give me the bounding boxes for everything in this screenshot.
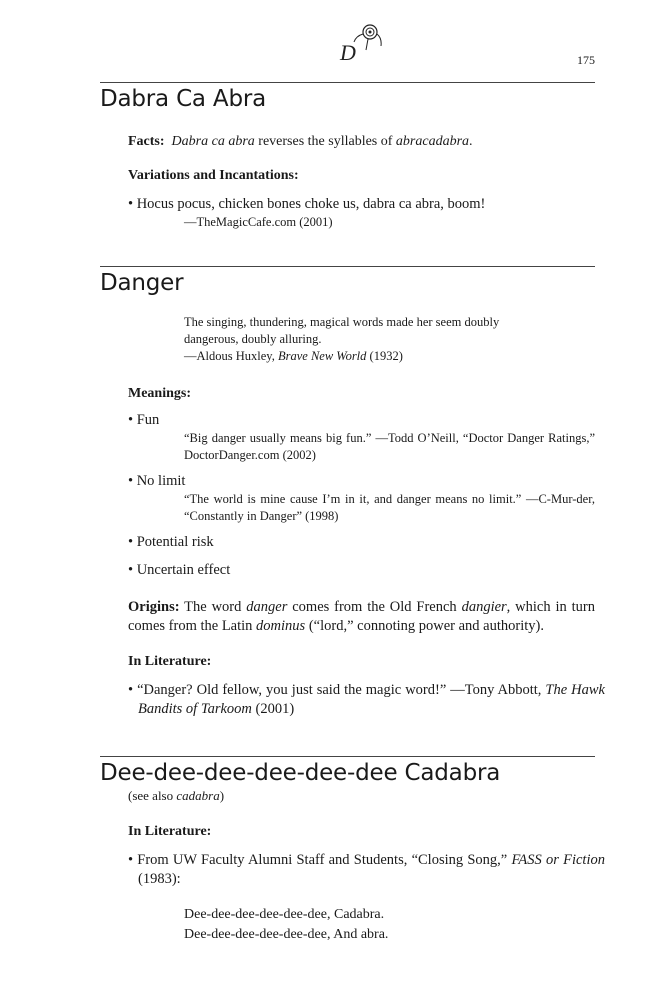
- section-divider: [100, 82, 595, 83]
- entry-title-deedee: Dee-dee-dee-dee-dee-dee Cadabra: [100, 760, 501, 786]
- origins-term: danger: [246, 599, 288, 615]
- facts-end: .: [469, 134, 473, 149]
- meaning-quote: “Big danger usually means big fun.” —Todd O’Neill, “Doctor Danger Ratings,” DoctorDanger.com (2002): [184, 431, 595, 462]
- origins-term: dominus: [256, 618, 306, 634]
- literature-year: (1983):: [138, 871, 181, 887]
- entry-title-danger: Danger: [100, 270, 184, 296]
- literature-title: The Hawk Bandits of Tarkoom: [138, 682, 605, 717]
- meaning-item: • Fun: [128, 412, 160, 428]
- attr-author: —Aldous Huxley,: [184, 349, 278, 363]
- origins-text: comes from the Old French: [287, 599, 462, 615]
- literature-label: [128, 652, 595, 671]
- origins-text: , which in turn comes from the Latin: [128, 599, 595, 634]
- epigraph-attribution: [184, 348, 595, 365]
- origins-paragraph: [128, 598, 595, 636]
- literature-text: • “Danger? Old fellow, you just said the magic word!” —Tony Abbott,: [128, 682, 546, 698]
- meaning-item: • Potential risk: [128, 534, 214, 550]
- variation-source: —TheMagicCafe.com (2001): [184, 215, 333, 229]
- literature-label-text: In Literature:: [128, 824, 212, 839]
- epigraph: [184, 314, 595, 365]
- meanings-label-text: Meanings:: [128, 386, 191, 401]
- literature-label-text: In Literature:: [128, 654, 212, 669]
- see-also-term: cadabra: [176, 788, 220, 803]
- verse: [184, 905, 595, 945]
- ornament-letter: D: [340, 40, 356, 64]
- attr-year: (1932): [366, 349, 403, 363]
- letter-d-ornament-icon: [336, 22, 388, 64]
- page-number: 175: [577, 53, 595, 67]
- facts-term-2: abracadabra: [395, 134, 470, 149]
- literature-item: [128, 851, 605, 889]
- section-divider: [100, 756, 595, 757]
- meanings-label: [128, 384, 595, 403]
- meaning-item: • No limit: [128, 473, 186, 489]
- facts-paragraph: [128, 132, 595, 151]
- variations-label-text: Variations and Incantations:: [128, 168, 299, 183]
- entry-title-dabra: Dabra Ca Abra: [100, 86, 267, 112]
- facts-label: Facts:: [128, 134, 165, 149]
- section-divider: [100, 266, 595, 267]
- literature-item: [128, 681, 605, 719]
- literature-label: [128, 822, 595, 841]
- see-also-suffix: ): [219, 788, 225, 803]
- variations-label: [128, 166, 595, 185]
- meaning-quote: “The world is mine cause I’m in it, and danger means no limit.” —C-Mur-der, “Constantly in Danger” (1998): [184, 492, 595, 523]
- verse-line: Dee-dee-dee-dee-dee-dee, Cadabra.: [184, 907, 385, 922]
- meaning-item: • Uncertain effect: [128, 562, 231, 578]
- literature-title: FASS or Fiction: [511, 852, 605, 868]
- see-also-prefix: (see also: [128, 788, 177, 803]
- facts-text: reverses the syllables of: [254, 134, 396, 149]
- origins-label: Origins:: [128, 599, 180, 615]
- literature-year: (2001): [251, 701, 295, 717]
- epigraph-line: The singing, thundering, magical words made her seem doubly: [184, 315, 500, 329]
- epigraph-line: dangerous, doubly alluring.: [184, 332, 322, 346]
- variation-item: • Hocus pocus, chicken bones choke us, dabra ca abra, boom!: [128, 196, 486, 212]
- verse-line: Dee-dee-dee-dee-dee-dee, And abra.: [184, 927, 389, 942]
- attr-title: Brave New World: [277, 349, 367, 363]
- origins-text: (“lord,” connoting power and authority).: [305, 618, 544, 634]
- origins-term: dangier: [461, 599, 507, 615]
- origins-text: The word: [179, 599, 247, 615]
- see-also: [128, 788, 224, 804]
- literature-text: • From UW Faculty Alumni Staff and Students, “Closing Song,”: [128, 852, 512, 868]
- facts-term: Dabra ca abra: [171, 134, 255, 149]
